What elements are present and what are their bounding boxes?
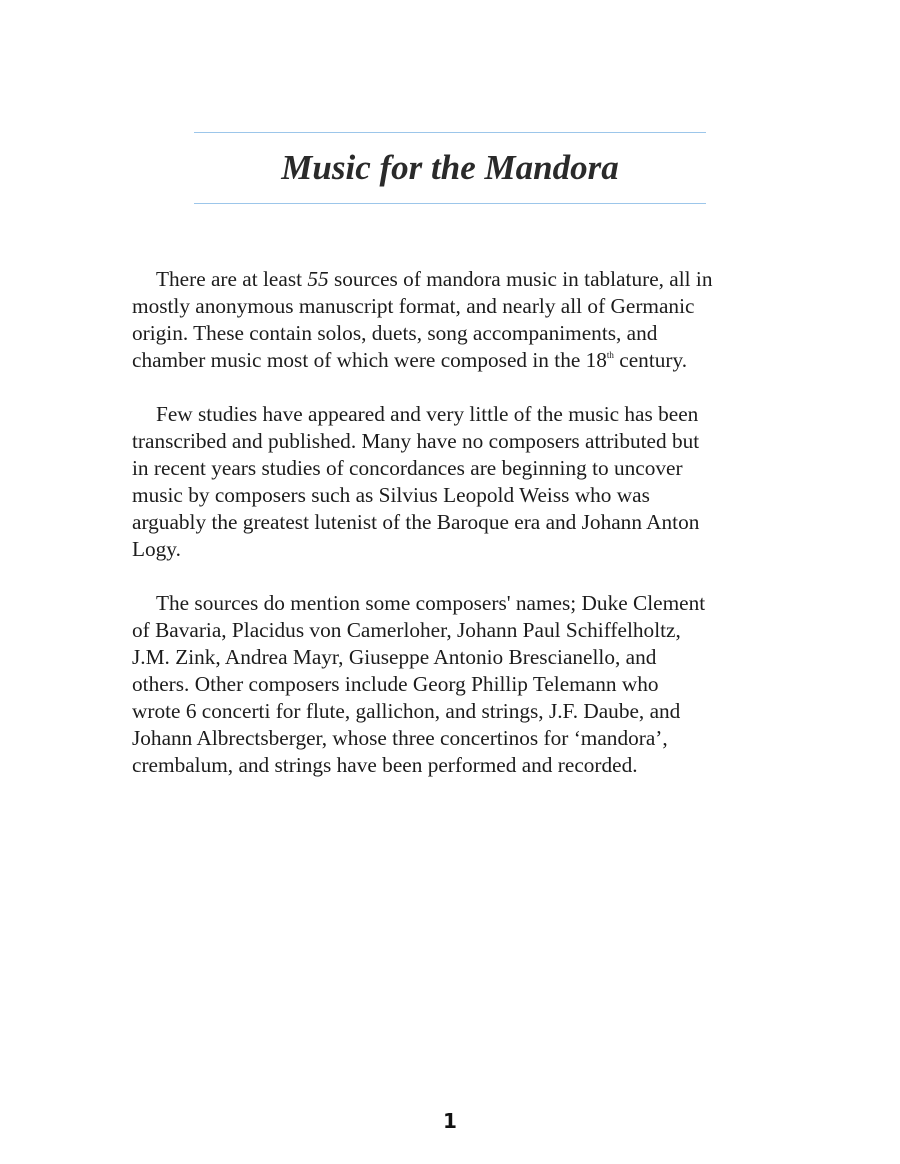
paragraph-line: wrote 6 concerti for flute, gallichon, and strings, J.F. Daube, and <box>132 699 681 723</box>
ordinal-suffix: th <box>606 350 614 360</box>
text-run: There are at least <box>156 267 308 291</box>
text-run: sources of mandora music in tablature, all in <box>328 267 713 291</box>
source-count: 55 <box>307 267 329 291</box>
paragraph-line: music by composers such as Silvius Leopold Weiss who was <box>132 483 650 507</box>
paragraph-2 <box>132 401 782 563</box>
paragraph-line <box>132 347 782 374</box>
paragraph-3 <box>132 590 782 779</box>
body-text <box>132 266 782 806</box>
paragraph-line <box>132 266 782 293</box>
paragraph-line: origin. These contain solos, duets, song accompaniments, and <box>132 321 658 345</box>
text-run: chamber music most of which were composed in the 18 <box>132 348 607 372</box>
paragraph-line: transcribed and published. Many have no composers attributed but <box>132 429 700 453</box>
page-number: 1 <box>443 1109 457 1133</box>
text-run: century. <box>613 348 688 372</box>
paragraph-line: The sources do mention some composers' names; Duke Clement <box>156 591 706 615</box>
paragraph-line: in recent years studies of concordances are beginning to uncover <box>132 456 683 480</box>
paragraph-line: J.M. Zink, Andrea Mayr, Giuseppe Antonio Brescianello, and <box>132 645 657 669</box>
title-bottom-rule <box>194 203 706 204</box>
paragraph-line: Logy. <box>132 537 181 561</box>
paragraph-line: of Bavaria, Placidus von Camerloher, Johann Paul Schiffelholtz, <box>132 618 681 642</box>
paragraph-line: others. Other composers include Georg Phillip Telemann who <box>132 672 659 696</box>
paragraph-line: arguably the greatest lutenist of the Baroque era and Johann Anton <box>132 510 700 534</box>
paragraph-line: crembalum, and strings have been performed and recorded. <box>132 753 638 777</box>
paragraph-line: Few studies have appeared and very little of the music has been <box>156 402 699 426</box>
page-title: Music for the Mandora <box>281 148 619 187</box>
paragraph-1 <box>132 266 782 374</box>
paragraph-line: Johann Albrectsberger, whose three concertinos for ‘mandora’, <box>132 726 668 750</box>
title-top-rule <box>194 132 706 133</box>
paragraph-line: mostly anonymous manuscript format, and nearly all of Germanic <box>132 294 695 318</box>
